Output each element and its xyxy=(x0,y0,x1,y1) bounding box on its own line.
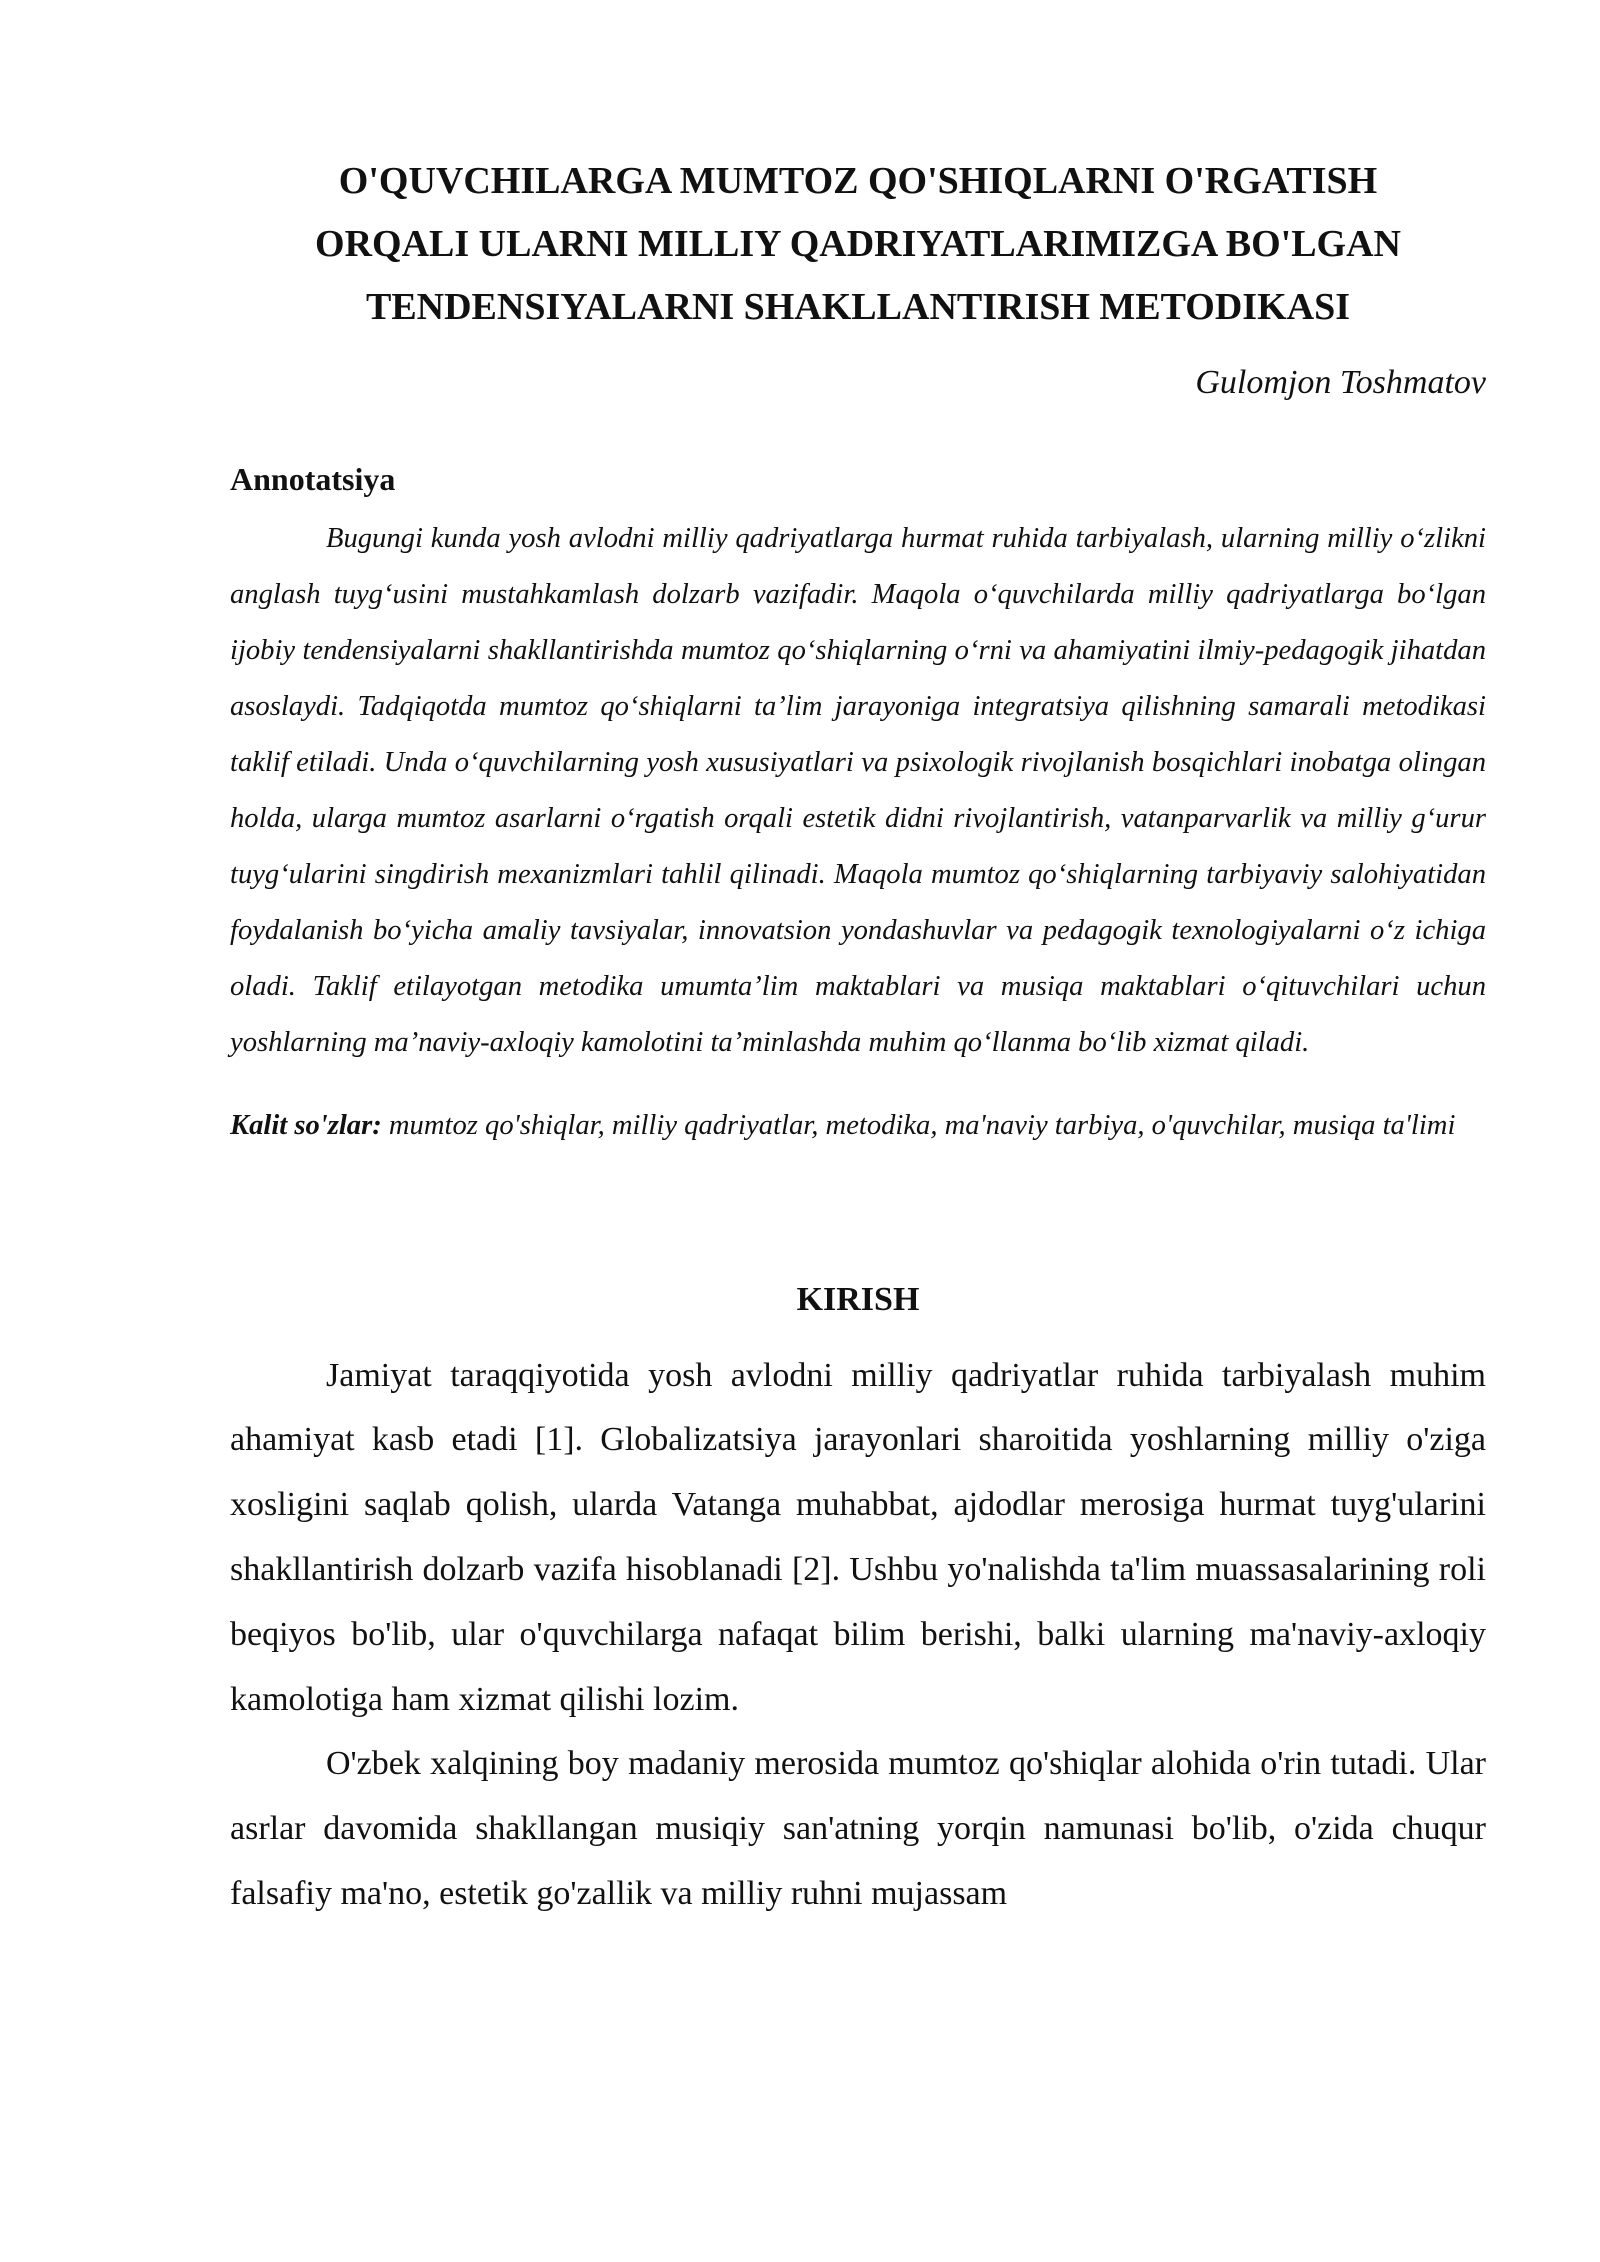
author-name: Gulomjon Toshmatov xyxy=(1195,364,1486,401)
keywords xyxy=(230,1100,1486,1152)
body-paragraph-2: O'zbek xalqining boy madaniy merosida mumtoz qo'shiqlar alohida o'rin tutadi. Ular asrlar davomida shakllangan musiqiy san'atning yorqin namunasi bo'lib, o'zida chuqur falsafiy ma'no, estetik go'zallik va milliy ruhni mujassam xyxy=(230,1745,1486,1912)
keywords-text: mumtoz qo'shiqlar, milliy qadriyatlar, metodika, ma'naviy tarbiya, o'quvchilar, musiqa ta'limi xyxy=(388,1109,1456,1141)
title-line-3: TENDENSIYALARNI SHAKLLANTIRISH METODIKASI xyxy=(365,286,1351,328)
keywords-label: Kalit so'zlar: xyxy=(230,1109,382,1141)
paper-title xyxy=(230,150,1486,339)
section-heading-introduction: KIRISH xyxy=(796,1280,920,1318)
abstract-text: Bugungi kunda yosh avlodni milliy qadriyatlarga hurmat ruhida tarbiyalash, ularning milliy o‘zlikni anglash tuyg‘usini mustahkamlash dolzarb vazifadir. Maqola o‘quvchilarda milliy qadriyatlarga bo‘lgan ijobiy tendensiyalarni shakllantirishda mumtoz qo‘shiqlarning o‘rni va ahamiyatini ilmiy-pedagogik jihatdan asoslaydi. Tadqiqotda mumtoz qo‘shiqlarni ta’lim jarayoniga integratsiya qilishning samarali metodikasi taklif etiladi. Unda o‘quvchilarning yosh xususiyatlari va psixologik rivojlanish bosqichlari inobatga olingan holda, ularga mumtoz asarlarni o‘rgatish orqali estetik didni rivojlantirish, vatanparvarlik va milliy g‘urur tuyg‘ularini singdirish mexanizmlari tahlil qilinadi. Maqola mumtoz qo‘shiqlarning tarbiyaviy salohiyatidan foydalanish bo‘yicha amaliy tavsiyalar, innovatsion yondashuvlar va pedagogik texnologiyalarni o‘z ichiga oladi. Taklif etilayotgan metodika umumta’lim maktablari va musiqa maktablari o‘qituvchilari uchun yoshlarning ma’naviy-axloqiy kamolotini ta’minlashda muhim qo‘llanma bo‘lib xizmat qiladi. xyxy=(230,523,1486,1058)
abstract-heading: Annotatsiya xyxy=(230,461,396,497)
document-page xyxy=(230,150,1486,1927)
title-line-2: ORQALI ULARNI MILLIY QADRIYATLARIMIZGA BO'LGAN xyxy=(315,223,1401,265)
title-line-1: O'QUVCHILARGA MUMTOZ QO'SHIQLARNI O'RGATISH xyxy=(338,160,1378,202)
body-paragraph-1: Jamiyat taraqqiyotida yosh avlodni milliy qadriyatlar ruhida tarbiyalash muhim ahamiyat kasb etadi [1]. Globalizatsiya jarayonlari sharoitida yoshlarning milliy o'ziga xosligini saqlab qolish, ularda Vatanga muhabbat, ajdodlar merosiga hurmat tuyg'ularini shakllantirish dolzarb vazifa hisoblanadi [2]. Ushbu yo'nalishda ta'lim muassasalarining roli beqiyos bo'lib, ular o'quvchilarga nafaqat bilim berishi, balki ularning ma'naviy-axloqiy kamolotiga ham xizmat qilishi lozim. xyxy=(230,1356,1486,1718)
